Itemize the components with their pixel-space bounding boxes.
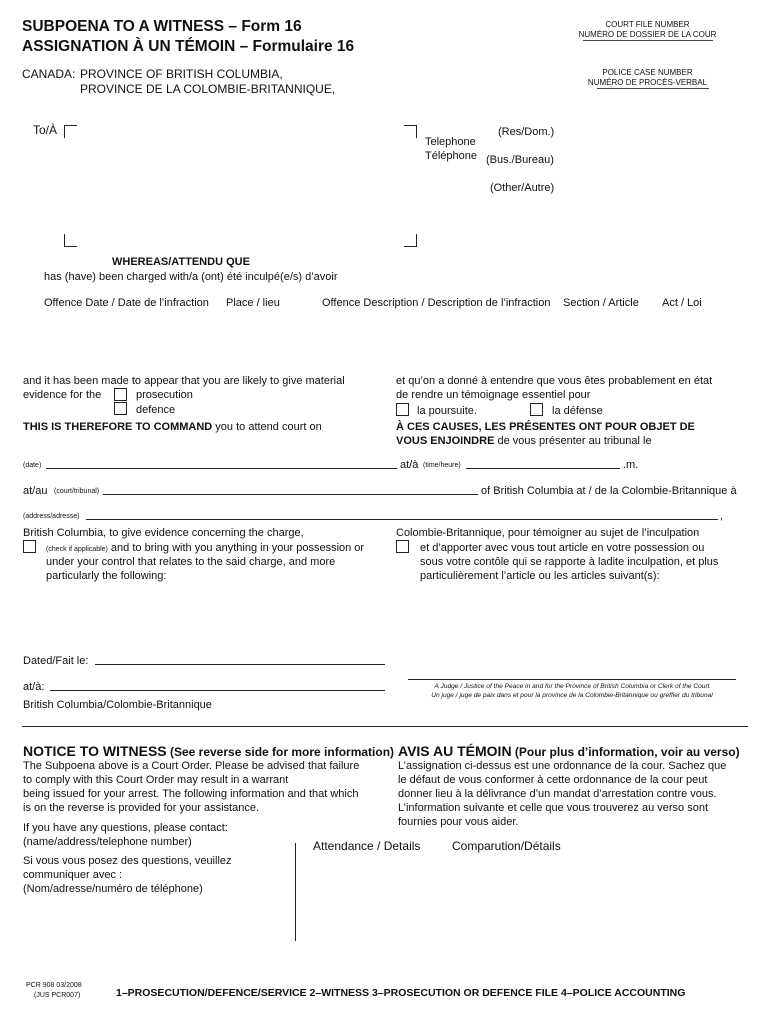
evidence-fr-line2: et d’apporter avec vous tout article en votre possession ou (420, 542, 705, 554)
police-case-number-label: POLICE CASE NUMBER (602, 68, 693, 77)
notice-fr-title-bold: AVIS AU TÉMOIN (398, 743, 512, 759)
contact-fr-line1: Si vous vous posez des questions, veuillez (23, 855, 232, 867)
apporter-checkbox[interactable] (396, 540, 409, 553)
prosecution-label: prosecution (136, 389, 193, 401)
comparution-details-label: Comparution/Détails (452, 839, 561, 853)
evidence-en-line2: and to bring with you anything in your possession or (107, 542, 365, 554)
defence-label: defence (136, 404, 176, 416)
at-place-field[interactable] (50, 690, 385, 691)
poursuite-label: la poursuite. (417, 405, 477, 417)
notice-fr-line2: le défaut de vous conformer à cette ordonnance de la cour peut (398, 774, 708, 786)
command-fr-bold1: À CES CAUSES, LES PRÉSENTES ONT POUR OBJET DE (396, 421, 695, 433)
notice-en-title-rest: (See reverse side for more information) (166, 745, 395, 759)
at-place-label: at/à: (23, 681, 45, 693)
province-en: PROVINCE OF BRITISH COLUMBIA, (80, 67, 283, 81)
court-label: (court/tribunal) (54, 488, 100, 495)
command-fr-statement (396, 435, 652, 447)
address-corner-bottom-left (64, 234, 77, 247)
notice-fr-line4: L’information suivante et celle que vous trouverez au verso sont (398, 802, 709, 814)
time-label: (time/heure) (423, 462, 461, 469)
dated-field[interactable] (95, 664, 385, 665)
command-fr-line2: de rendre un témoignage essentiel pour (396, 389, 591, 401)
court-file-number-underline (583, 40, 713, 41)
court-file-number-label: COURT FILE NUMBER (605, 20, 690, 29)
notice-en-title-bold: NOTICE TO WITNESS (23, 743, 167, 759)
notice-fr-line3: donner lieu à la délivrance d’un mandat d’arrestation contre vous. (398, 788, 717, 800)
telephone-label: Telephone (425, 136, 476, 148)
to-label: To/À (33, 123, 58, 137)
attendance-details-label: Attendance / Details (313, 839, 421, 853)
notice-en-line3: being issued for your arrest. The following information and that which (23, 788, 359, 800)
command-en-statement (23, 421, 322, 433)
bc-text: of British Columbia at / de la Colombie-Britannique à (481, 485, 737, 497)
contact-line1: If you have any questions, please contact: (23, 822, 228, 834)
address-comma: , (720, 510, 724, 522)
prosecution-checkbox[interactable] (114, 388, 127, 401)
contact-line2: (name/address/telephone number) (23, 836, 192, 848)
command-en-line1: and it has been made to appear that you are likely to give material (23, 375, 345, 387)
contact-fr-line2: communiquer avec : (23, 869, 123, 881)
distribution-list: 1–PROSECUTION/DEFENCE/SERVICE 2–WITNESS 3–PROSECUTION OR DEFENCE FILE 4–POLICE ACCOUNTING (116, 987, 686, 999)
defence-checkbox[interactable] (114, 402, 127, 415)
jus-code: (JUS PCR007) (34, 992, 81, 999)
command-en-bold: THIS IS THEREFORE TO COMMAND (23, 421, 213, 433)
phone-res-label: (Res/Dom.) (498, 126, 555, 138)
notice-fr-title (398, 743, 740, 759)
canada-label: CANADA: (22, 67, 76, 81)
address-field[interactable] (86, 519, 718, 520)
command-en-rest: you to attend court on (212, 421, 322, 433)
am-pm-label: .m. (623, 459, 639, 471)
court-field[interactable] (103, 494, 478, 495)
evidence-fr-line4: particulièrement l’article ou les articles suivant(s): (420, 570, 660, 582)
time-field[interactable] (466, 468, 620, 469)
contact-divider (295, 843, 296, 941)
contact-fr-line3: (Nom/adresse/numéro de téléphone) (23, 883, 203, 895)
section-divider (22, 726, 748, 727)
address-corner-top-left (64, 125, 77, 138)
at-court-label: at/au (23, 485, 48, 497)
at-label: at/à (400, 459, 419, 471)
dated-label: Dated/Fait le: (23, 655, 89, 667)
date-label: (date) (23, 462, 42, 469)
command-en-line2: evidence for the (23, 389, 102, 401)
date-field[interactable] (46, 468, 397, 469)
evidence-en-line4: particularly the following: (46, 570, 167, 582)
notice-en-title (23, 743, 394, 759)
bc-signature-label: British Columbia/Colombie-Britannique (23, 699, 212, 711)
judge-signature-line[interactable] (408, 679, 736, 680)
notice-en-line1: The Subpoena above is a Court Order. Please be advised that failure (23, 760, 360, 772)
column-offence-date: Offence Date / Date de l’infraction (44, 297, 209, 309)
poursuite-checkbox[interactable] (396, 403, 409, 416)
command-fr-line1: et qu’on a donné à entendre que vous êtes probablement en état (396, 375, 713, 387)
evidence-en-line1: British Columbia, to give evidence concerning the charge, (23, 527, 304, 539)
column-place: Place / lieu (226, 297, 280, 309)
evidence-en-line2-wrap (46, 542, 364, 554)
judge-caption-fr: Un juge / juge de paix dans et pour la province de la Colombie-Britannique ou greffier du tribunal (431, 692, 713, 699)
notice-fr-line1: L’assignation ci-dessus est une ordonnance de la cour. Sachez que (398, 760, 727, 772)
evidence-fr-line3: sous votre contôle qui se rapporte à ladite inculpation, et plus (420, 556, 719, 568)
column-section: Section / Article (563, 297, 639, 309)
defense-checkbox[interactable] (530, 403, 543, 416)
notice-en-line2: to comply with this Court Order may result in a warrant (23, 774, 289, 786)
form-title-en: SUBPOENA TO A WITNESS – Form 16 (22, 18, 302, 35)
bring-items-checkbox[interactable] (23, 540, 36, 553)
phone-other-label: (Other/Autre) (490, 182, 555, 194)
charged-text: has (have) been charged with/a (ont) été inculpé(e/s) d’avoir (44, 271, 338, 283)
address-corner-top-right (404, 125, 417, 138)
notice-fr-title-rest: (Pour plus d’information, voir au verso) (511, 745, 740, 759)
defense-label: la défense (552, 405, 603, 417)
notice-fr-line5: fournies pour vous aider. (398, 816, 519, 828)
column-act: Act / Loi (662, 297, 702, 309)
whereas-heading: WHEREAS/ATTENDU QUE (112, 256, 250, 268)
address-corner-bottom-right (404, 234, 417, 247)
judge-caption-en: A Judge / Justice of the Peace in and for the Province of British Columbia or Clerk of the Court (434, 683, 710, 690)
command-fr-bold2: VOUS ENJOINDRE (396, 435, 495, 447)
province-fr: PROVINCE DE LA COLOMBIE-BRITANNIQUE, (80, 82, 336, 96)
command-fr-rest: de vous présenter au tribunal le (494, 435, 652, 447)
form-code: PCR 908 03/2008 (26, 982, 82, 989)
phone-bus-label: (Bus./Bureau) (486, 154, 554, 166)
form-title-fr: ASSIGNATION À UN TÉMOIN – Formulaire 16 (22, 38, 355, 55)
police-case-number-label-fr: NUMÉRO DE PROCÈS-VERBAL (587, 78, 708, 87)
column-offence-description: Offence Description / Description de l’infraction (322, 297, 551, 309)
check-note: (check if applicable) (46, 546, 108, 553)
notice-en-line4: is on the reverse is provided for your assistance. (23, 802, 260, 814)
police-case-number-underline (597, 88, 709, 89)
address-label: (address/adresse) (23, 513, 80, 520)
court-file-number-label-fr: NUMÉRO DE DOSSIER DE LA COUR (578, 30, 717, 39)
telephone-label-fr: Téléphone (425, 150, 477, 162)
evidence-en-line3: under your control that relates to the said charge, and more (46, 556, 336, 568)
evidence-fr-line1: Colombie-Britannique, pour témoigner au sujet de l’inculpation (396, 527, 700, 539)
